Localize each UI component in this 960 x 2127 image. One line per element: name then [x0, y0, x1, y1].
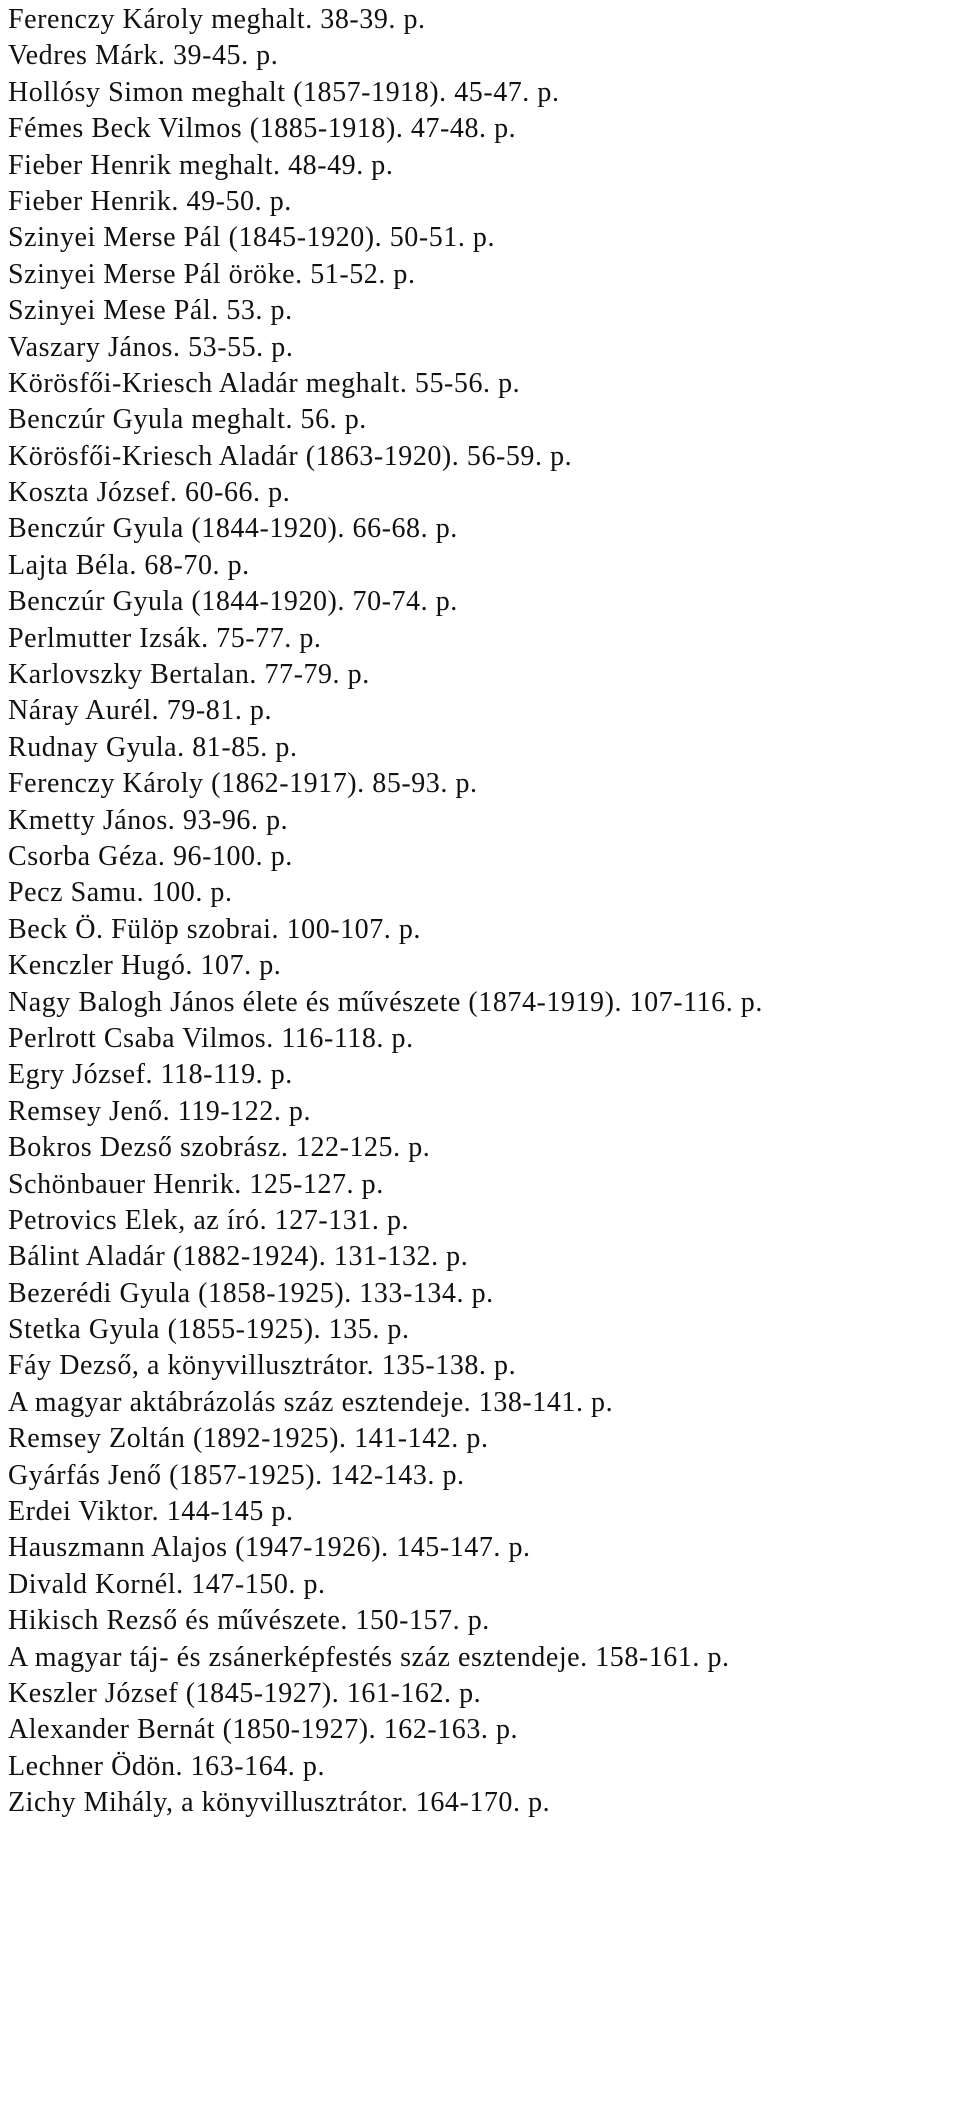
index-entry: Lajta Béla. 68-70. p. [8, 549, 250, 581]
index-entry: Beck Ö. Fülöp szobrai. 100-107. p. [8, 913, 421, 945]
index-entry: Karlovszky Bertalan. 77-79. p. [8, 659, 370, 691]
index-entry: Körösfői-Kriesch Aladár (1863-1920). 56-59. p. [8, 440, 573, 472]
index-entry: Stetka Gyula (1855-1925). 135. p. [8, 1314, 410, 1346]
index-entry: Zichy Mihály, a könyvillusztrátor. 164-170. p. [8, 1787, 551, 1819]
index-entry: Egry József. 118-119. p. [8, 1059, 293, 1091]
index-entry: Benczúr Gyula (1844-1920). 66-68. p. [8, 513, 458, 545]
index-entry: Fáy Dezső, a könyvillusztrátor. 135-138. p. [8, 1350, 517, 1382]
index-entry: Náray Aurél. 79-81. p. [8, 695, 273, 727]
index-entry: Szinyei Merse Pál (1845-1920). 50-51. p. [8, 222, 496, 254]
index-entry: Csorba Géza. 96-100. p. [8, 840, 293, 872]
index-entry: Erdei Viktor. 144-145 p. [8, 1496, 294, 1528]
index-entry: Szinyei Mese Pál. 53. p. [8, 295, 293, 327]
index-entry: Koszta József. 60-66. p. [8, 477, 291, 509]
index-entry: Fémes Beck Vilmos (1885-1918). 47-48. p. [8, 113, 517, 145]
index-entry: Fieber Henrik. 49-50. p. [8, 185, 292, 217]
index-entry: Hikisch Rezső és művészete. 150-157. p. [8, 1605, 490, 1637]
index-entry: Szinyei Merse Pál öröke. 51-52. p. [8, 258, 416, 290]
index-entry: Gyárfás Jenő (1857-1925). 142-143. p. [8, 1459, 465, 1491]
index-entry: Lechner Ödön. 163-164. p. [8, 1750, 326, 1782]
index-entry: Kmetty János. 93-96. p. [8, 804, 289, 836]
index-entry: Perlrott Csaba Vilmos. 116-118. p. [8, 1022, 414, 1054]
index-entry: Ferenczy Károly (1862-1917). 85-93. p. [8, 768, 478, 800]
index-entry: Rudnay Gyula. 81-85. p. [8, 731, 298, 763]
index-entry: Alexander Bernát (1850-1927). 162-163. p. [8, 1714, 519, 1746]
index-entry: Bezerédi Gyula (1858-1925). 133-134. p. [8, 1277, 494, 1309]
index-entry: Benczúr Gyula meghalt. 56. p. [8, 404, 367, 436]
index-entry: Schönbauer Henrik. 125-127. p. [8, 1168, 384, 1200]
index-entry: Nagy Balogh János élete és művészete (1874-1919). 107-116. p. [8, 986, 763, 1018]
index-entry: Hollósy Simon meghalt (1857-1918). 45-47. p. [8, 76, 560, 108]
index-entry-list [8, 2, 956, 1822]
index-entry: Keszler József (1845-1927). 161-162. p. [8, 1677, 482, 1709]
index-entry: Pecz Samu. 100. p. [8, 877, 233, 909]
index-entry: A magyar aktábrázolás száz esztendeje. 138-141. p. [8, 1386, 614, 1418]
index-entry: Benczúr Gyula (1844-1920). 70-74. p. [8, 586, 458, 618]
document-page [8, 2, 956, 1822]
index-entry: Bálint Aladár (1882-1924). 131-132. p. [8, 1241, 469, 1273]
index-entry: Divald Kornél. 147-150. p. [8, 1568, 326, 1600]
index-entry: Kenczler Hugó. 107. p. [8, 950, 282, 982]
index-entry: Vaszary János. 53-55. p. [8, 331, 294, 363]
index-entry: Remsey Zoltán (1892-1925). 141-142. p. [8, 1423, 489, 1455]
index-entry: Fieber Henrik meghalt. 48-49. p. [8, 149, 394, 181]
index-entry: A magyar táj- és zsánerképfestés száz esztendeje. 158-161. p. [8, 1641, 730, 1673]
index-entry: Hauszmann Alajos (1947-1926). 145-147. p. [8, 1532, 531, 1564]
index-entry: Bokros Dezső szobrász. 122-125. p. [8, 1132, 431, 1164]
index-entry: Vedres Márk. 39-45. p. [8, 40, 279, 72]
index-entry: Körösfői-Kriesch Aladár meghalt. 55-56. p. [8, 367, 521, 399]
index-entry: Ferenczy Károly meghalt. 38-39. p. [8, 4, 426, 35]
index-entry: Petrovics Elek, az író. 127-131. p. [8, 1204, 410, 1236]
index-entry: Perlmutter Izsák. 75-77. p. [8, 622, 322, 654]
index-entry: Remsey Jenő. 119-122. p. [8, 1095, 312, 1127]
